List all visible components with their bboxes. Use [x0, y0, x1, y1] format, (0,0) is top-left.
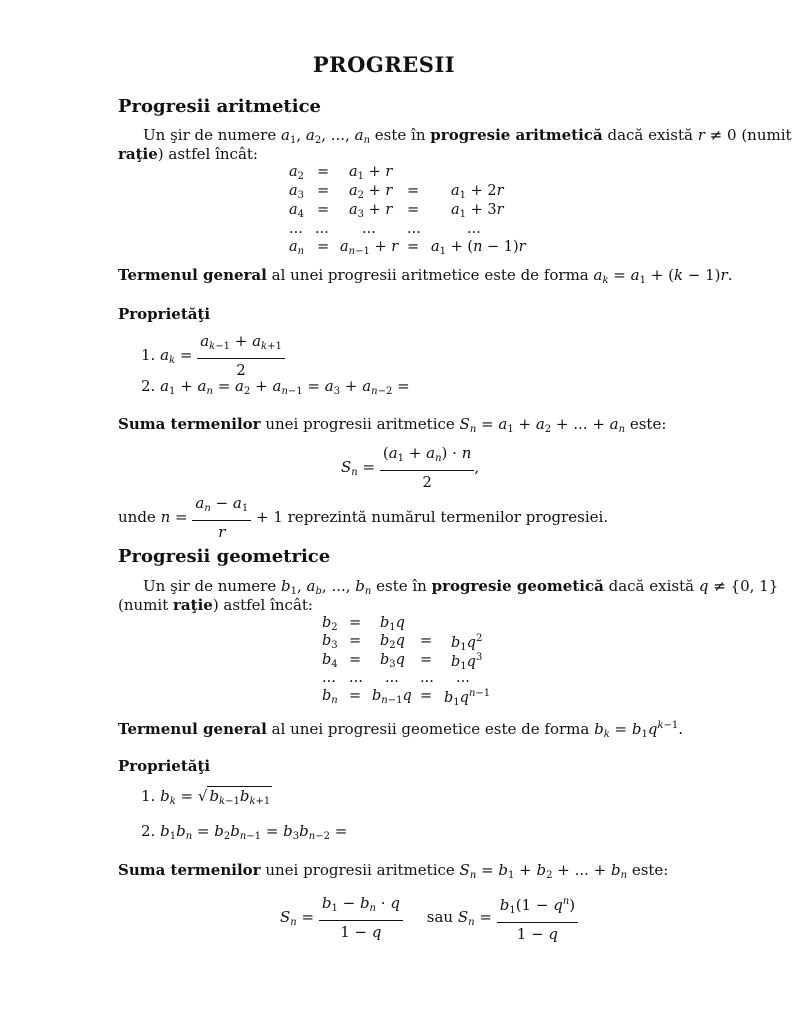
section-heading-geometric: Progresii geometrice: [118, 546, 331, 567]
arithmetic-intro-line2: [118, 145, 258, 164]
fraction: $\frac{a_{k-1} + a_{k+1}}{2}$: [197, 332, 285, 380]
list-number: 1.: [141, 787, 156, 805]
sum-text: este:: [631, 861, 669, 879]
arithmetic-intro-line1: Un şir de numere $a_1$, $a_2$, ..., $a_n$ este în progresie aritmetică dacă există r ≠ 0 (numit: [143, 126, 792, 146]
arithmetic-general-term: Termenul general al unei progresii aritmetice este de forma $a_k = a_1 + (k - 1)r$.: [118, 266, 733, 286]
sqrt-symbol: √: [197, 787, 208, 805]
intro-text: ) astfel încât:: [212, 596, 313, 614]
geometric-intro-line2: [118, 596, 313, 615]
intro-text: (numit: [741, 126, 792, 144]
ratie-term: raţie: [118, 145, 158, 163]
arithmetic-property-1: 1. $a_k$ = $\frac{a_{k-1} + a_{k+1}}{2}$: [141, 332, 285, 380]
sum-text: este:: [629, 415, 667, 433]
fraction: $\frac{(a_1 + a_n) \cdot n}{2}$: [380, 444, 475, 492]
sum-bold: Suma termenilor: [118, 415, 261, 433]
intro-text: Un şir de numere: [143, 126, 277, 144]
general-term-text: al unei progresii geometice este de forma: [271, 720, 590, 738]
sum-text: unei progresii aritmetice: [265, 415, 455, 433]
general-term-bold: Termenul general: [118, 266, 267, 284]
intro-text: dacă există: [608, 577, 695, 595]
intro-text: este în: [376, 577, 427, 595]
list-number: 1.: [141, 346, 156, 364]
arithmetic-properties-heading: Proprietăţi: [118, 305, 211, 323]
sum-bold: Suma termenilor: [118, 861, 261, 879]
geometric-properties-heading: Proprietăţi: [118, 757, 211, 775]
intro-text: Un şir de numere: [143, 577, 277, 595]
fraction: $\frac{a_n - a_1}{r}$: [192, 494, 251, 542]
document-page: PROGRESII Progresii aritmetice Un şir de numere $a_1$, $a_2$, ..., $a_n$ este în progresie aritmetică dacă există r ≠ 0 (numit raţie) astfel încât: $a_2$ = $a_1 + r$ $a_3$ = $a_2 + r$ = $a_1 + 2r$ $a_4$ = $a_3 + r$ = $a_1 + 3r$ ... ... ... ... ... $a_n$ = $a_{n-1} + r$ = $a_1 + (n - 1)r$ Termenul general al unei progresii aritmetice este de forma $a_k = a_1 + (k - 1)r$. Proprietăţi 1. $a_k$ = $\frac{a_{k-1} + a_{k+1}}{2}$ 2. $a_1 + a_n = a_2 + a_{n-1} = a_3 + a_{n-2}$ = Suma termenilor unei progresii aritmetice $S_n = a_1 + a_2$ + ... + $a_n$ este: $S_n$ = $\frac{(a_1 + a_n) \cdot n}{2}$ , unde n = $\frac{a_n - a_1}{r}$ + 1 reprezintă numărul termenilor progresiei. Progresii geometrice Un şir de numere $b_1$, $a_b$, ..., $b_n$ este în progresie geometică dacă există q ≠ {0, 1} (numit raţie) astfel încât: $b_2$ = $b_1q$ $b_3$ = $b_2q$ = $b_1q^2$ $b_4$ = $b_3q$ = $b_1q^3$ ... ... ... ... ... $b_n$ = $b_{n-1}q$ = $b_1q^{n-1}$ Termenul general al unei progresii geometice este de forma $b_k = b_1q^{k-1}$. Proprietăţi 1. $b_k$ = √ $b_{k-1}b_{k+1}$ 2. $b_1b_n = b_2b_{n-1} = b_3b_{n-2}$ = Suma termenilor unei progresii aritmetice $S_n = b_1 + b_2$ + ... + $b_n$ este: $S_n$ = $\frac{b_1 - b_n \cdot q}{1 - q}$ sau $S_n$ = $\frac{b_1(1 - q^n)}{1 - q}$: [0, 0, 768, 1024]
intro-bold-term: progresie aritmetică: [430, 126, 603, 144]
intro-text: dacă există: [607, 126, 693, 144]
sum-text: unei progresii aritmetice: [265, 861, 455, 879]
list-number: 2.: [141, 377, 156, 395]
general-term-bold: Termenul general: [118, 720, 267, 738]
arithmetic-n-formula: unde n = $\frac{a_n - a_1}{r}$ + 1 reprezintă numărul termenilor progresiei.: [118, 494, 609, 541]
list-number: 2.: [141, 822, 156, 840]
intro-text: este în: [374, 126, 426, 144]
geometric-property-2: 2. $b_1b_n = b_2b_{n-1} = b_3b_{n-2}$ =: [141, 822, 348, 842]
intro-bold-term: progresie geometică: [431, 577, 604, 595]
fraction: $\frac{b_1(1 - q^n)}{1 - q}$: [497, 892, 578, 944]
arithmetic-sum-intro: Suma termenilor unei progresii aritmetice $S_n = a_1 + a_2$ + ... + $a_n$ este:: [118, 415, 667, 435]
fraction: $\frac{b_1 - b_n \cdot q}{1 - q}$: [319, 894, 403, 942]
geometric-sum-intro: Suma termenilor unei progresii aritmetice $S_n = b_1 + b_2$ + ... + $b_n$ este:: [118, 861, 669, 881]
unde-explanation: reprezintă numărul termenilor progresiei.: [287, 508, 609, 526]
section-heading-arithmetic: Progresii aritmetice: [118, 96, 321, 117]
intro-text: (numit: [118, 596, 169, 614]
geometric-sum-formula: $S_n$ = $\frac{b_1 - b_n \cdot q}{1 - q}$ sau $S_n$ = $\frac{b_1(1 - q^n)}{1 - q}$: [280, 892, 578, 944]
general-term-text: al unei progresii aritmetice este de forma: [271, 266, 589, 284]
unde-text: unde: [118, 508, 156, 526]
arithmetic-sum-formula: $S_n$ = $\frac{(a_1 + a_n) \cdot n}{2}$ ,: [341, 444, 480, 491]
arithmetic-property-2: 2. $a_1 + a_n = a_2 + a_{n-1} = a_3 + a_{n-2}$ =: [141, 377, 410, 397]
geometric-property-1: 1. $b_k$ = √ $b_{k-1}b_{k+1}$: [141, 787, 271, 807]
geometric-general-term: Termenul general al unei progresii geometice este de forma $b_k = b_1q^{k-1}$.: [118, 720, 684, 740]
ratie-term: raţie: [173, 596, 213, 614]
sau-text: sau: [426, 908, 454, 926]
page-title: PROGRESII: [312, 52, 456, 77]
geometric-intro-line1: Un şir de numere $b_1$, $a_b$, ..., $b_n$ este în progresie geometică dacă există q ≠ {0, 1}: [143, 577, 779, 597]
intro-text: ) astfel încât:: [157, 145, 258, 163]
